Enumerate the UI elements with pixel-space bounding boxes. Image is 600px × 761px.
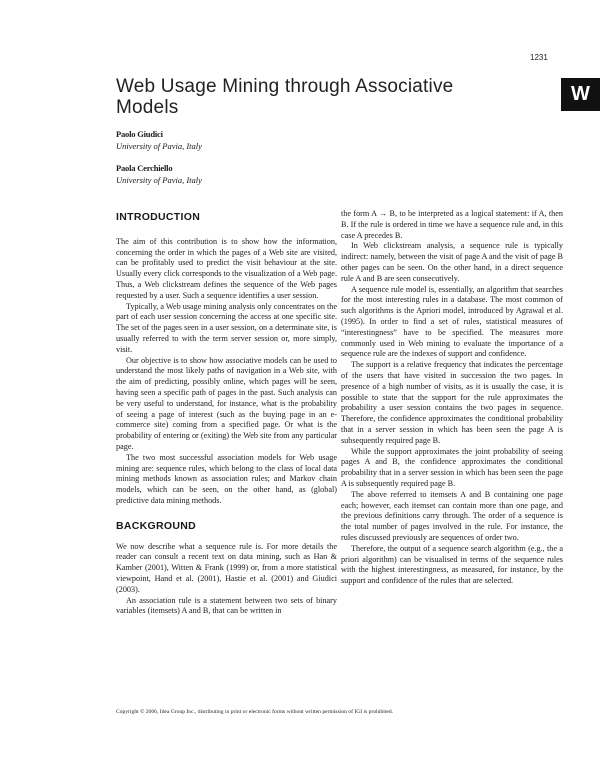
author-name: Paolo Giudici	[116, 129, 163, 139]
author-name: Paola Cerchiello	[116, 163, 173, 173]
paragraph: the form A → B, to be interpreted as a logical statement: if A, then B. If the rule is ordered in time we have a sequence rule and, in this case A precedes B.	[341, 209, 563, 240]
introduction-heading: INTRODUCTION	[116, 211, 201, 223]
paragraph: While the support approximates the joint probability of seeing pages A and B, the confidence approximates the conditional probability that in a server session in which has been seen the page A is subsequently required page B.	[341, 446, 563, 488]
page-number: 1231	[530, 53, 548, 62]
paragraph: Therefore, the output of a sequence search algorithm (e.g., the a priori algorithm) can be visualised in terms of the sequence rules with the highest interestingness, as measured, for instance, by the support and confidence of the rules that are selected.	[341, 543, 563, 586]
paragraph: An association rule is a statement between two sets of binary variables (itemsets) A and B, that can be written in	[116, 595, 337, 616]
author-block	[116, 128, 202, 152]
paragraph: The above referred to itemsets A and B containing one page each; however, each itemset can contain more than one page, and the previous definitions carry through. The order of a sequence is the total number of pages involved in the rule. For instance, the rules discussed previously are sequences of order two.	[341, 489, 563, 542]
author-affiliation: University of Pavia, Italy	[116, 175, 202, 185]
paragraph: The two most successful association models for Web usage mining are: sequence rules, which belong to the class of local data mining methods known as association rules; and Markov chain models, which can be seen, on the other hand, as (global) predictive data mining methods.	[116, 452, 337, 505]
paragraph: We now describe what a sequence rule is. For more details the reader can consult a recent text on data mining, such as Han & Kamber (2001), Witten & Frank (1999) or, from a more statistical viewpoint, Hand et al. (2001), Hastie et al. (2001) and Giudici (2003).	[116, 541, 337, 594]
author-affiliation: University of Pavia, Italy	[116, 141, 202, 151]
author-block	[116, 162, 202, 186]
paragraph: A sequence rule model is, essentially, an algorithm that searches for the most interesting rules in a database. The most common of such algorithms is the Apriori model, introduced by Agrawal et al. (1995). In order to find a set of rules, statistical measures of “interestingness” have to be specified. The measures more commonly used in Web mining to evaluate the importance of a sequence rule are the indexes of support and confidence.	[341, 284, 563, 359]
copyright-notice: Copyright © 2006, Idea Group Inc., distributing in print or electronic forms without written permission of IGI is prohibited.	[116, 709, 394, 715]
left-column	[116, 208, 337, 617]
article-title: Web Usage Mining through Associative Models	[116, 76, 454, 118]
background-heading: BACKGROUND	[116, 519, 196, 532]
section-tab: W	[561, 78, 600, 111]
paragraph: In Web clickstream analysis, a sequence rule is typically indirect: namely, between the visit of page A and the visit of page B other pages can be seen. On the other hand, in a direct sequence rule A and B are seen consecutively.	[341, 241, 563, 283]
paragraph: The support is a relative frequency that indicates the percentage of the users that have visited in succession the two pages. In presence of a high number of visits, as it is usually the case, it is possible to state that the support for the rule approximates the probability a user session contains the two pages in sequence. Therefore, the confidence approximates the conditional probability that in a server session in which has been seen the page A is subsequently required page B.	[341, 360, 563, 445]
right-column	[341, 209, 563, 587]
paragraph: Typically, a Web usage mining analysis only concentrates on the part of each user session concerning the access at one specific site. The set of the pages seen in a user session, on a determinate site, is usually referred to with the term server session or, more simply, visit.	[116, 301, 337, 354]
paragraph: Our objective is to show how associative models can be used to understand the most likely paths of navigation in a Web site, with the aim of predicting, possibly online, which pages will be seen, having seen a specific path of pages in the past. Such analysis can be very useful to understand, for instance, what is the probability of seeing a page of interest (such as the buying page in an e-commerce site) coming from a specified page. Or what is the probability of entering or (exiting) the Web site from any particular page.	[116, 355, 337, 451]
paragraph: The aim of this contribution is to show how the information, concerning the order in which the pages of a Web site are visited, can be profitably used to predict the visit behaviour at the site. Usually every click corresponds to the visualization of a Web page. Thus, a Web clickstream defines the sequence of the Web pages requested by a user. Such a sequence identifies a user session.	[116, 236, 337, 300]
